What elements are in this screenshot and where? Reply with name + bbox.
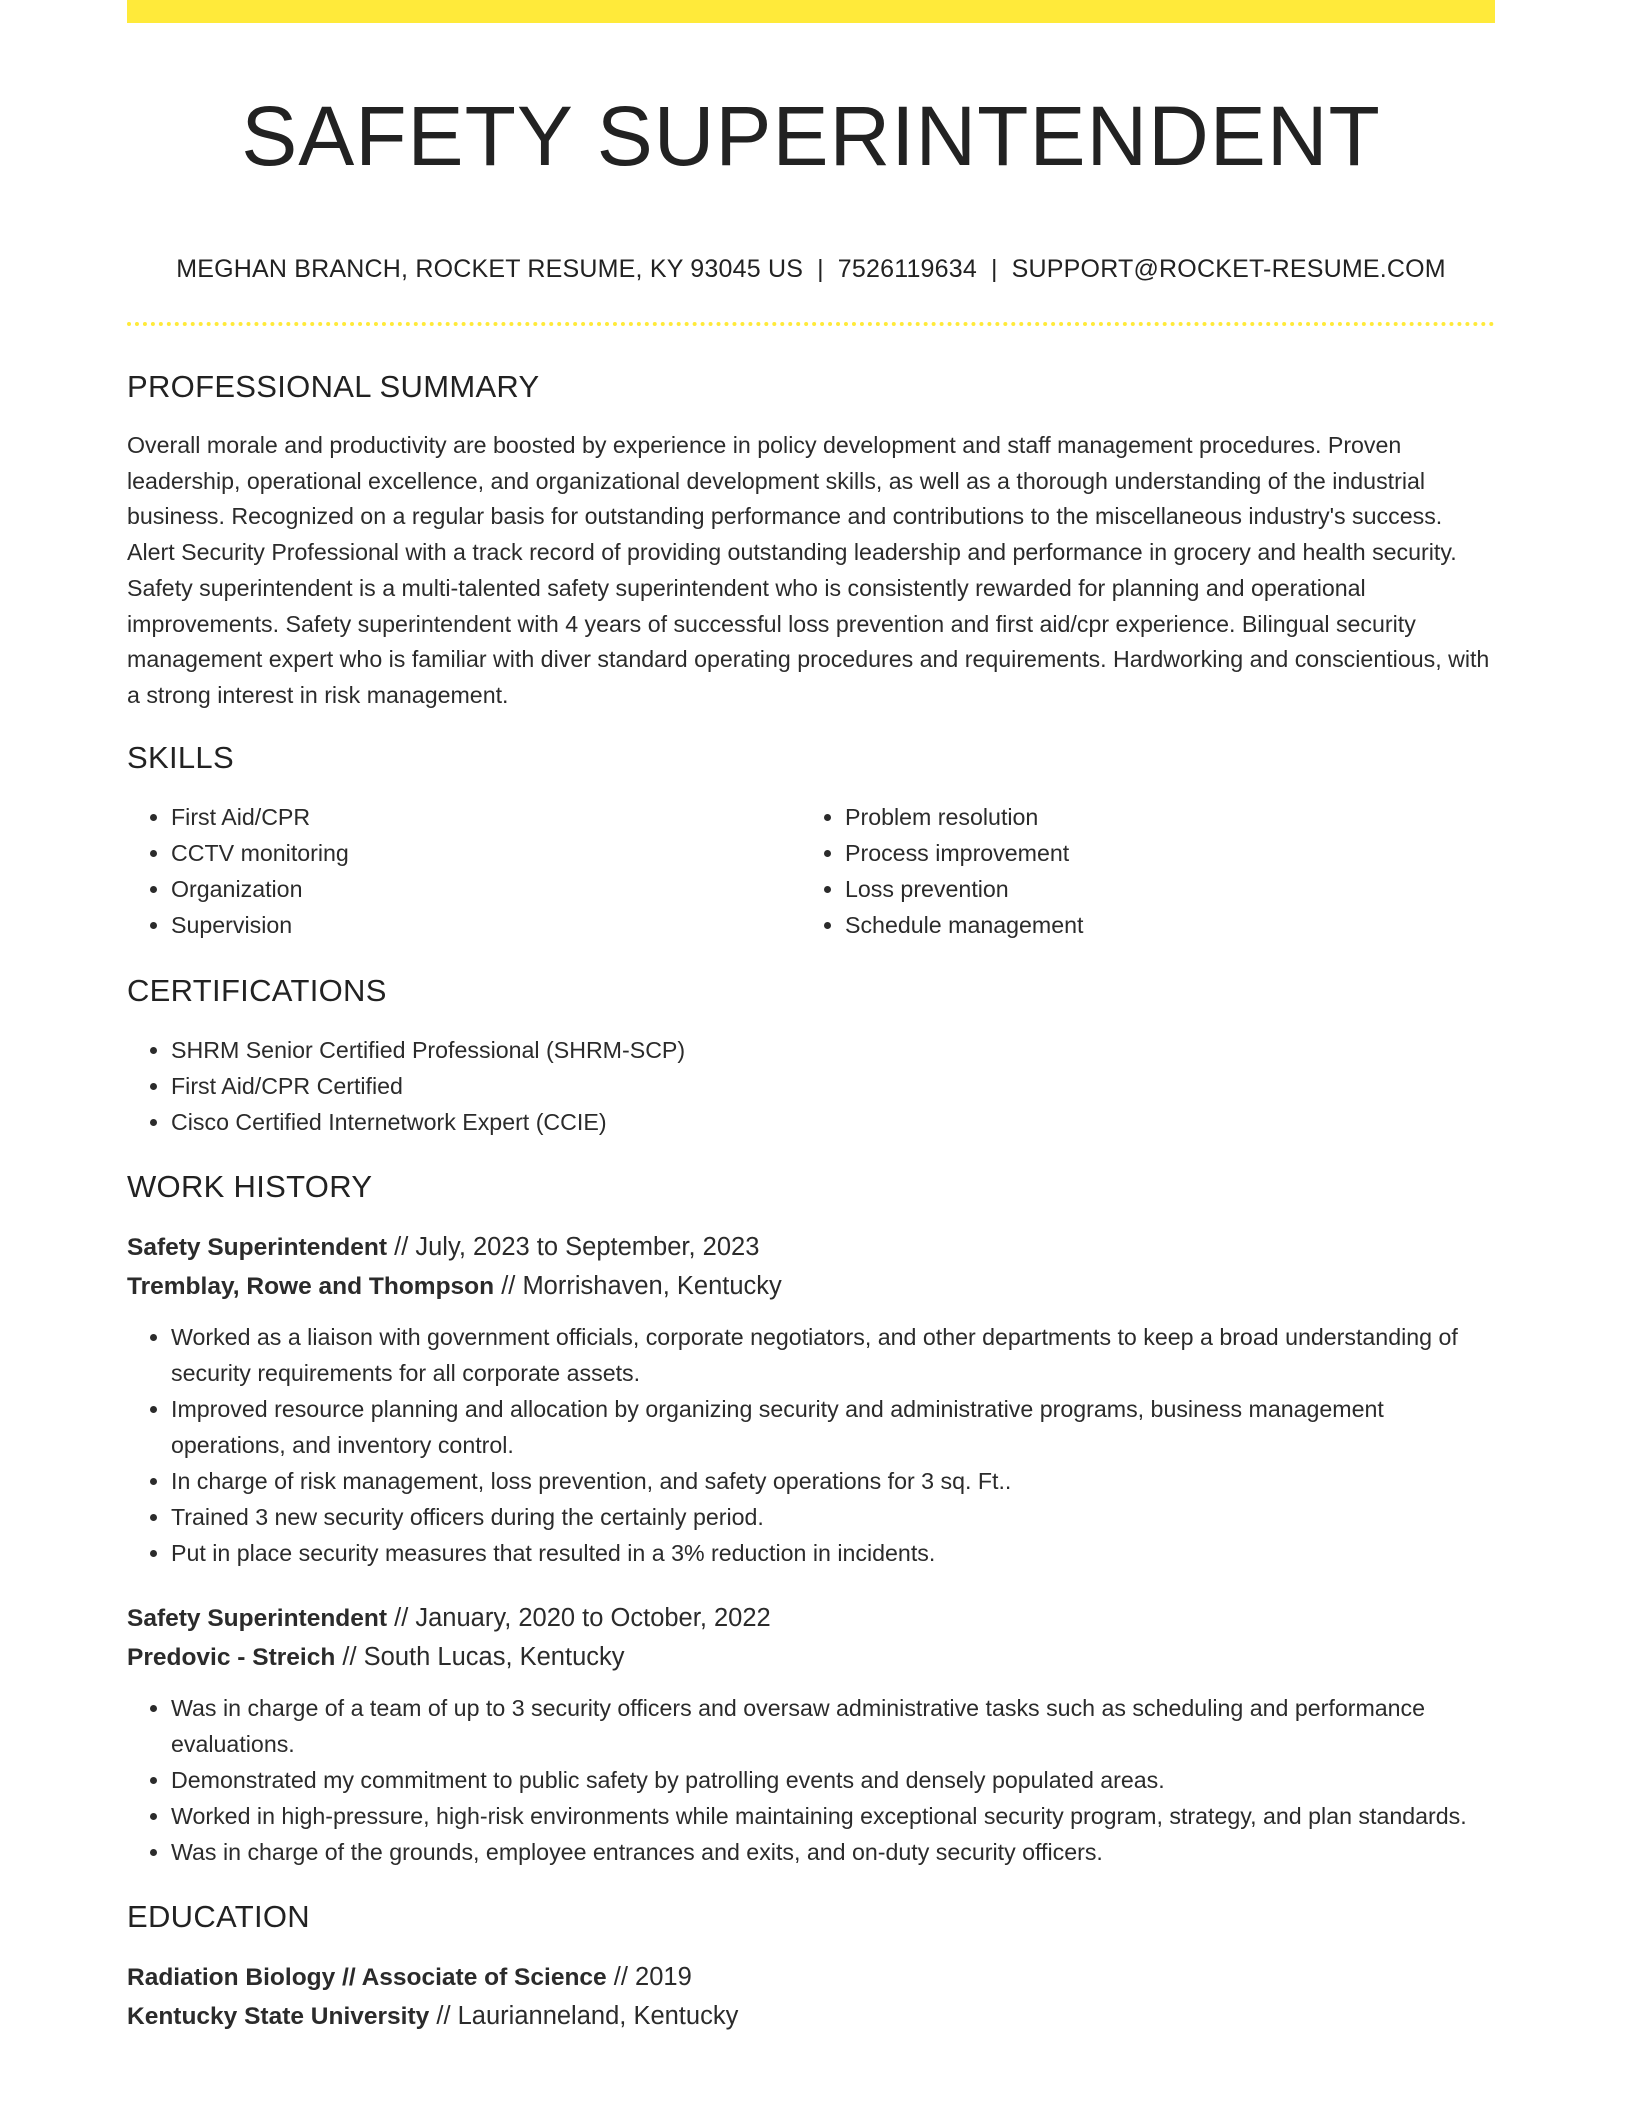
education-school: Kentucky State University [127, 2002, 430, 2030]
resume-title: SAFETY SUPERINTENDENT [241, 89, 1381, 183]
job-bullet: • In charge of risk management, loss prevention, and safety operations for 3 sq. Ft.. [171, 1463, 1495, 1499]
job-bullets [127, 1319, 1495, 1571]
job-location: // Morrishaven, Kentucky [501, 1271, 782, 1300]
job-bullet: • Trained 3 new security officers during the certainly period. [171, 1499, 1495, 1535]
education-degree-line [127, 1958, 1495, 1997]
job-title-line [127, 1599, 1495, 1638]
certification-item: • SHRM Senior Certified Professional (SHRM-SCP) [171, 1032, 1495, 1068]
job-bullets [127, 1690, 1495, 1870]
skill-item: • CCTV monitoring [171, 835, 801, 871]
job-company-line [127, 1267, 1495, 1306]
education-school-line [127, 1997, 1495, 2036]
contact-phone: 7526119634 [837, 255, 977, 283]
education-heading: EDUCATION [127, 1898, 310, 1934]
skill-item: • Supervision [171, 907, 801, 943]
education-year: // 2019 [613, 1962, 692, 1991]
resume-content [127, 0, 1495, 2036]
job-bullet: • Improved resource planning and allocation by organizing security and administrative programs, business management operations, and inventory control. [171, 1391, 1495, 1463]
summary-text: Overall morale and productivity are boosted by experience in policy development and staff management procedures. Proven leadership, operational excellence, and organizational development skills, as well as a thorough understanding of the industrial business. Recognized on a regular basis for outstanding performance and contributions to the miscellaneous industry's success. Alert Security Professional with a track record of providing outstanding leadership and performance in grocery and health security. Safety superintendent is a multi-talented safety superintendent who is consistently rewarded for planning and operational improvements. Safety superintendent with 4 years of successful loss prevention and first aid/cpr experience. Bilingual security management expert who is familiar with diver standard operating procedures and requirements. Hardworking and conscientious, with a strong interest in risk management. [127, 432, 1490, 708]
skill-item: • Loss prevention [845, 871, 1475, 907]
certification-item: • First Aid/CPR Certified [171, 1068, 1495, 1104]
job-company-line [127, 1638, 1495, 1677]
skills-list-right [801, 799, 1475, 943]
skill-item: • First Aid/CPR [171, 799, 801, 835]
certification-item: • Cisco Certified Internetwork Expert (CCIE) [171, 1104, 1495, 1140]
skills-heading: SKILLS [127, 739, 234, 775]
contact-separator: | [990, 255, 998, 283]
contact-separator: | [817, 255, 824, 283]
job-bullet: • Worked in high-pressure, high-risk environments while maintaining exceptional security program, strategy, and plan standards. [171, 1798, 1495, 1834]
job-company: Tremblay, Rowe and Thompson [127, 1272, 495, 1300]
job-location: // South Lucas, Kentucky [342, 1642, 625, 1671]
dotted-divider [127, 322, 1495, 326]
contact-email: SUPPORT@ROCKET-RESUME.COM [1011, 255, 1446, 283]
job-title: Safety Superintendent [127, 1233, 388, 1261]
accent-top-bar [127, 0, 1495, 23]
job-title: Safety Superintendent [127, 1604, 388, 1632]
job-entry [127, 1599, 1495, 1870]
education-degree: Radiation Biology // Associate of Science [127, 1963, 607, 1991]
certifications-list [127, 1032, 1495, 1140]
job-dates: // January, 2020 to October, 2022 [394, 1603, 771, 1632]
job-bullet: • Was in charge of the grounds, employee entrances and exits, and on-duty security officers. [171, 1834, 1495, 1870]
job-company: Predovic - Streich [127, 1643, 336, 1671]
job-bullet: • Worked as a liaison with government officials, corporate negotiators, and other departments to keep a broad understanding of security requirements for all corporate assets. [171, 1319, 1495, 1391]
certifications-heading: CERTIFICATIONS [127, 972, 387, 1008]
job-bullet: • Demonstrated my commitment to public safety by patrolling events and densely populated areas. [171, 1762, 1495, 1798]
contact-address: MEGHAN BRANCH, ROCKET RESUME, KY 93045 US [176, 255, 804, 283]
education-location: // Laurianneland, Kentucky [436, 2001, 739, 2030]
skill-item: • Process improvement [845, 835, 1475, 871]
job-bullet: • Was in charge of a team of up to 3 security officers and oversaw administrative tasks such as scheduling and performance evaluations. [171, 1690, 1495, 1762]
contact-line [127, 253, 1495, 285]
job-title-line [127, 1228, 1495, 1267]
work-history-heading: WORK HISTORY [127, 1168, 373, 1204]
skills-columns [127, 799, 1495, 943]
skills-list-left [127, 799, 801, 943]
job-entry [127, 1228, 1495, 1571]
job-dates: // July, 2023 to September, 2023 [394, 1232, 760, 1261]
job-bullet: • Put in place security measures that resulted in a 3% reduction in incidents. [171, 1535, 1495, 1571]
skill-item: • Problem resolution [845, 799, 1475, 835]
education-entry [127, 1958, 1495, 2036]
summary-heading: PROFESSIONAL SUMMARY [127, 369, 540, 404]
skill-item: • Organization [171, 871, 801, 907]
skill-item: • Schedule management [845, 907, 1475, 943]
